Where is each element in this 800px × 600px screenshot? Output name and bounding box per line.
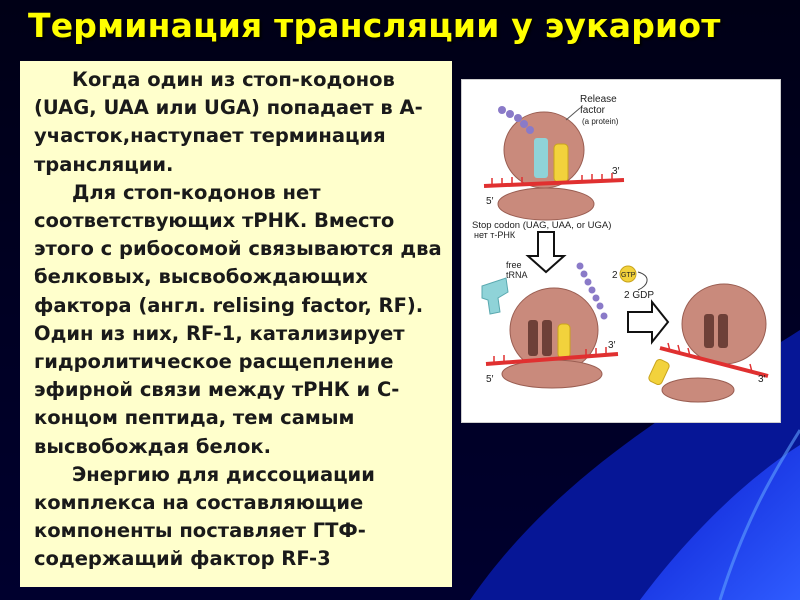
trna-slot (528, 320, 538, 356)
right-arrow-icon (628, 302, 668, 342)
gtp-count: 2 (612, 270, 618, 281)
release-factor-note: (a protein) (582, 117, 619, 126)
paragraph-energy (34, 461, 446, 574)
bottom-left-ribosome-complex (482, 260, 618, 388)
release-factor-pointer (566, 108, 580, 120)
paragraph-text: Для стоп-кодонов нет соответствующих тРНК. Вместо этого с рибосомой связываются два белковых, высвобождающих фактора (англ. relising factor, RF). Один из них, RF-1, катализирует гидролитическое расщепление эфирной связи между тРНК и С-концом пептида, тем самым высвобождая белок. (34, 180, 442, 458)
trna-slot (704, 314, 714, 348)
released-factor-shape (648, 358, 671, 386)
ribosome-small-subunit (498, 188, 594, 220)
no-trna-label: нет т-РНК (474, 230, 516, 240)
gtp-curve-arrow (638, 272, 647, 290)
paragraph-text: Энергию для диссоциации комплекса на составляющие компоненты поставляет ГТФ-содержащий фактор RF-3 (34, 462, 375, 571)
release-factor-shape (554, 144, 568, 182)
free-trna-label-2: tRNA (506, 270, 528, 280)
release-factor-label-2: factor (580, 105, 606, 116)
five-prime-label: 5′ (486, 374, 494, 385)
free-trna-shape (482, 278, 508, 314)
gtp-label: GTP (621, 272, 636, 279)
release-factor-label: Release (580, 94, 617, 105)
trna-slot (718, 314, 728, 348)
trna-slot (542, 320, 552, 356)
down-arrow-icon (528, 232, 564, 272)
top-ribosome-complex (484, 94, 624, 220)
three-prime-label: 3′ (608, 340, 616, 351)
termination-diagram (462, 80, 780, 422)
three-prime-label: 3′ (758, 374, 766, 385)
gtp-gdp-group (612, 266, 654, 301)
three-prime-label: 3′ (612, 166, 620, 177)
paragraph-stop-codons (34, 66, 446, 179)
text-box (20, 61, 452, 587)
trna-p-site (534, 138, 548, 178)
slide-title: Терминация трансляции у эукариот (28, 6, 721, 45)
termination-diagram-svg (462, 80, 780, 422)
stop-codon-label: Stop codon (UAG, UAA, or UGA) (472, 220, 612, 231)
free-trna-label: free (506, 260, 522, 270)
paragraph-text: Когда один из стоп-кодонов (UAG, UAA или UGA) попадает в А-участок,наступает терминация трансляции. (34, 68, 423, 176)
bottom-right-dissociated-complex (648, 284, 768, 402)
ribosome-small-subunit (662, 378, 734, 402)
release-factor-shape (558, 324, 570, 358)
paragraph-release-factors (34, 179, 446, 461)
gdp-label: 2 GDP (624, 290, 655, 301)
five-prime-label: 5′ (486, 196, 494, 207)
ribosome-small-subunit (502, 360, 602, 388)
